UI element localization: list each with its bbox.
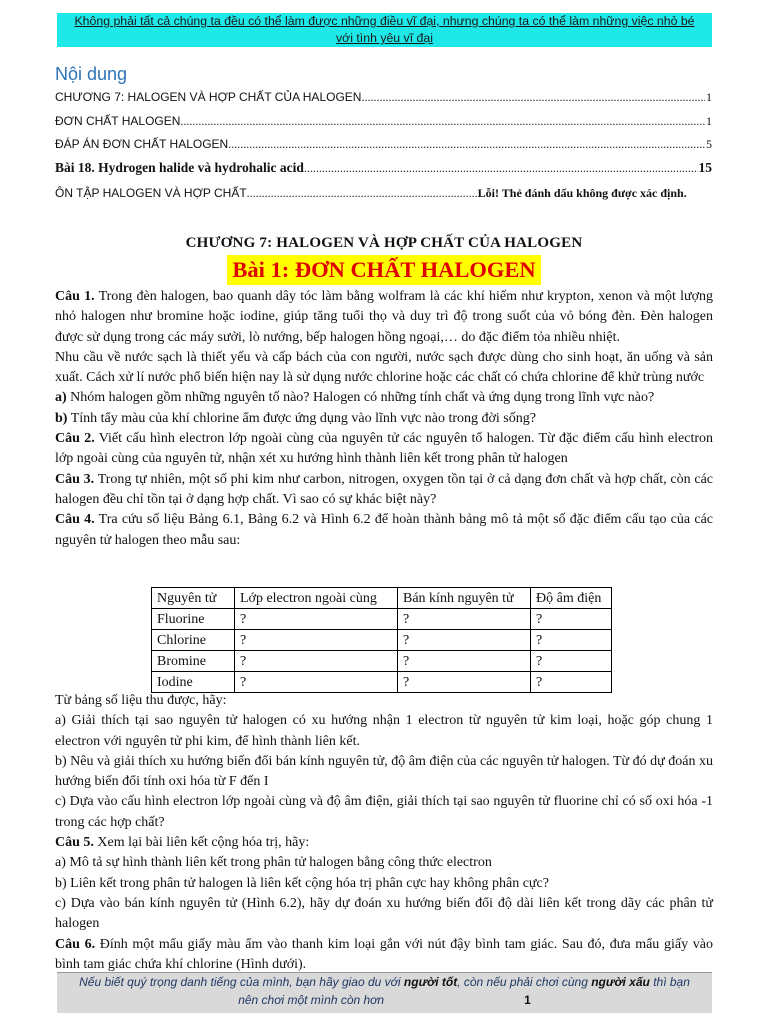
lesson-title: Bài 1: ĐƠN CHẤT HALOGEN	[227, 255, 541, 285]
question-6	[55, 935, 713, 976]
question-4b: b) Nêu và giải thích xu hướng biến đổi bán kính nguyên tử, độ âm điện của các nguyên tử halogen. Từ đó dự đoán xu hướng biến đổi tính oxi hóa từ F đến I	[55, 753, 713, 790]
table-header-cell: Bán kính nguyên tử	[398, 588, 531, 609]
question-text: Trong tự nhiên, một số phi kim như carbon, nitrogen, oxygen tồn tại ở cả dạng đơn chất và hợp chất, còn các halogen đều chỉ tồn tại ở dạng hợp chất. Vì sao có sự khác biệt này?	[55, 471, 713, 507]
toc-item-don-chat[interactable]	[55, 114, 712, 132]
table-cell: ?	[398, 651, 531, 672]
question-5c: c) Dựa vào bán kính nguyên tử (Hình 6.2), hãy dự đoán xu hướng biến đổi độ dài liên kết trong dãy các phân tử halogen	[55, 895, 713, 932]
question-3	[55, 470, 713, 511]
table-cell: ?	[235, 672, 398, 693]
footer-bold-2: người xấu	[591, 975, 650, 989]
toc-item-title: ĐƠN CHẤT HALOGEN	[55, 114, 181, 128]
toc-leader-dots	[180, 114, 705, 129]
footer-text-1: Nếu biết quý trọng danh tiếng của mình, bạn hãy giao du với	[79, 975, 404, 989]
toc-leader-dots	[247, 186, 477, 201]
question-label: Câu 2.	[55, 431, 95, 447]
table-cell: Fluorine	[152, 609, 235, 630]
question-text: Tra cứu số liệu Bảng 6.1, Bảng 6.2 và Hình 6.2 để hoàn thành bảng mô tả một số đặc điểm cấu tạo của các nguyên tử halogen theo mẫu sau:	[55, 512, 714, 548]
paragraph-water: Nhu cầu về nước sạch là thiết yếu và cấp bách của con người, nước sạch được dùng cho sinh hoạt, ăn uống và sản xuất. Cách xử lí nước phổ biến hiện nay là sử dụng nước chlorine hoặc các chất có chứa chlorine để khử trùng nước	[55, 349, 713, 386]
toc-leader-dots	[304, 161, 698, 176]
question-text: Đính một mẩu giấy màu ẩm vào thanh kim loại gắn với nút đậy bình tam giác. Sau đó, đưa mẩu giấy vào bình tam giác chứa khí chlorine (Hình dưới).	[55, 936, 713, 972]
table-row	[152, 609, 612, 630]
table-header-cell: Nguyên tử	[152, 588, 235, 609]
question-body	[55, 287, 713, 551]
questions-after-table	[55, 691, 713, 975]
table-cell: ?	[235, 609, 398, 630]
question-4a: a) Giải thích tại sao nguyên tử halogen có xu hướng nhận 1 electron từ nguyên tử kim loại, hoặc góp chung 1 electron với nguyên tử phi kim, để hình thành liên kết.	[55, 713, 713, 749]
question-5	[55, 833, 713, 853]
footer-text-2: , còn nếu phải chơi cùng	[457, 975, 592, 989]
footer-quote-banner	[57, 972, 712, 1013]
halogen-properties-table	[151, 587, 612, 693]
toc-heading: Nội dung	[55, 64, 128, 84]
question-text: Xem lại bài liên kết cộng hóa trị, hãy:	[93, 835, 310, 851]
page-number: 1	[524, 993, 531, 1007]
toc-item-page: 15	[698, 160, 712, 175]
question-2	[55, 429, 713, 470]
table-cell: ?	[398, 630, 531, 651]
table-header-cell: Độ âm điện	[531, 588, 612, 609]
question-4c: c) Dựa vào cấu hình electron lớp ngoài cùng và độ âm điện, giải thích tại sao nguyên tử fluorine chỉ có số oxi hóa -1 trong các hợp chất?	[55, 794, 713, 830]
toc-item-dap-an[interactable]	[55, 137, 712, 155]
table-cell: ?	[531, 609, 612, 630]
sub-label: a)	[55, 390, 67, 406]
toc-item-bai-18[interactable]	[55, 160, 712, 178]
table-cell: ?	[531, 630, 612, 651]
toc-item-title: Bài 18. Hydrogen halide và hydrohalic acid	[55, 160, 304, 175]
table-cell: Bromine	[152, 651, 235, 672]
question-text: Trong đèn halogen, bao quanh dây tóc làm bằng wolfram là các khí hiếm như krypton, xenon và một lượng nhỏ halogen như bromine hoặc iodine, giúp tăng tuổi thọ và duy trì độ trong suốt của vỏ bóng đèn. Đèn halogen được sử dụng trong các máy sưởi, lò nướng, bếp halogen hồng ngoại,… do đặc điểm tỏa nhiều nhiệt.	[55, 289, 713, 345]
table-header-row	[152, 588, 612, 609]
toc-item-chapter-7[interactable]	[55, 90, 712, 108]
toc-item-page: 1	[706, 114, 712, 128]
table-cell: ?	[398, 609, 531, 630]
toc-leader-dots	[228, 137, 705, 152]
footer-bold-1: người tốt	[403, 975, 458, 989]
table-cell: ?	[398, 672, 531, 693]
table-cell: ?	[531, 651, 612, 672]
question-5b: b) Liên kết trong phân tử halogen là liên kết cộng hóa trị phân cực hay không phân cực?	[55, 875, 549, 891]
table-cell: Chlorine	[152, 630, 235, 651]
question-text: Nhóm halogen gồm những nguyên tố nào? Halogen có những tính chất và ứng dụng trong lĩnh vực nào?	[66, 390, 655, 406]
question-text: Viết cấu hình electron lớp ngoài cùng của nguyên tử các nguyên tố halogen. Từ đặc điểm cấu hình electron lớp ngoài cùng của nguyên tử, nhận xét xu hướng hình thành liên kết trong phân tử halogen	[55, 431, 713, 467]
question-4	[55, 510, 713, 551]
footer-text-3: thì bạn	[649, 975, 690, 989]
question-text: Tính tẩy màu của khí chlorine ẩm được ứng dụng vào lĩnh vực nào trong đời sống?	[67, 410, 536, 426]
header-quote-line-1: Không phải tất cả chúng ta đều có thể làm được những điều vĩ đại, nhưng chúng ta có thể làm những việc nhỏ bé	[74, 14, 695, 28]
toc-item-page: 1	[706, 90, 712, 104]
sub-label: b)	[55, 410, 68, 426]
table-instructions: Từ bảng số liệu thu được, hãy:	[55, 693, 227, 708]
table-cell: ?	[531, 672, 612, 693]
toc-item-title: ÔN TẬP HALOGEN VÀ HỢP CHẤT	[55, 186, 247, 200]
toc-item-page: 5	[706, 137, 712, 151]
footer-line-2: nên chơi một mình còn hơn	[238, 993, 385, 1007]
table-header-cell: Lớp electron ngoài cùng	[235, 588, 398, 609]
question-label: Câu 3.	[55, 471, 95, 487]
question-1b	[55, 409, 713, 429]
question-1	[55, 287, 713, 348]
question-label: Câu 6.	[55, 936, 96, 952]
toc-item-title: ĐÁP ÁN ĐƠN CHẤT HALOGEN	[55, 137, 229, 151]
table-row	[152, 672, 612, 693]
question-label: Câu 1.	[55, 289, 95, 304]
question-1a	[55, 388, 713, 408]
chapter-title: CHƯƠNG 7: HALOGEN VÀ HỢP CHẤT CỦA HALOGEN	[185, 235, 583, 251]
question-5a: a) Mô tả sự hình thành liên kết trong phân tử halogen bằng công thức electron	[55, 855, 492, 871]
question-label: Câu 4.	[55, 512, 95, 528]
header-quote-line-2: với tình yêu vĩ đại	[336, 31, 433, 45]
table-cell: ?	[235, 630, 398, 651]
table-cell: ?	[235, 651, 398, 672]
toc-item-page-error: Lỗi! Thẻ đánh dấu không được xác định.	[477, 186, 687, 200]
toc-leader-dots	[361, 90, 705, 105]
table-cell: Iodine	[152, 672, 235, 693]
toc-item-title: CHƯƠNG 7: HALOGEN VÀ HỢP CHẤT CỦA HALOGEN	[55, 90, 362, 104]
table-row	[152, 651, 612, 672]
table-row	[152, 630, 612, 651]
header-quote-banner	[57, 13, 712, 47]
toc-item-on-tap[interactable]	[55, 186, 712, 204]
question-label: Câu 5.	[55, 835, 94, 851]
